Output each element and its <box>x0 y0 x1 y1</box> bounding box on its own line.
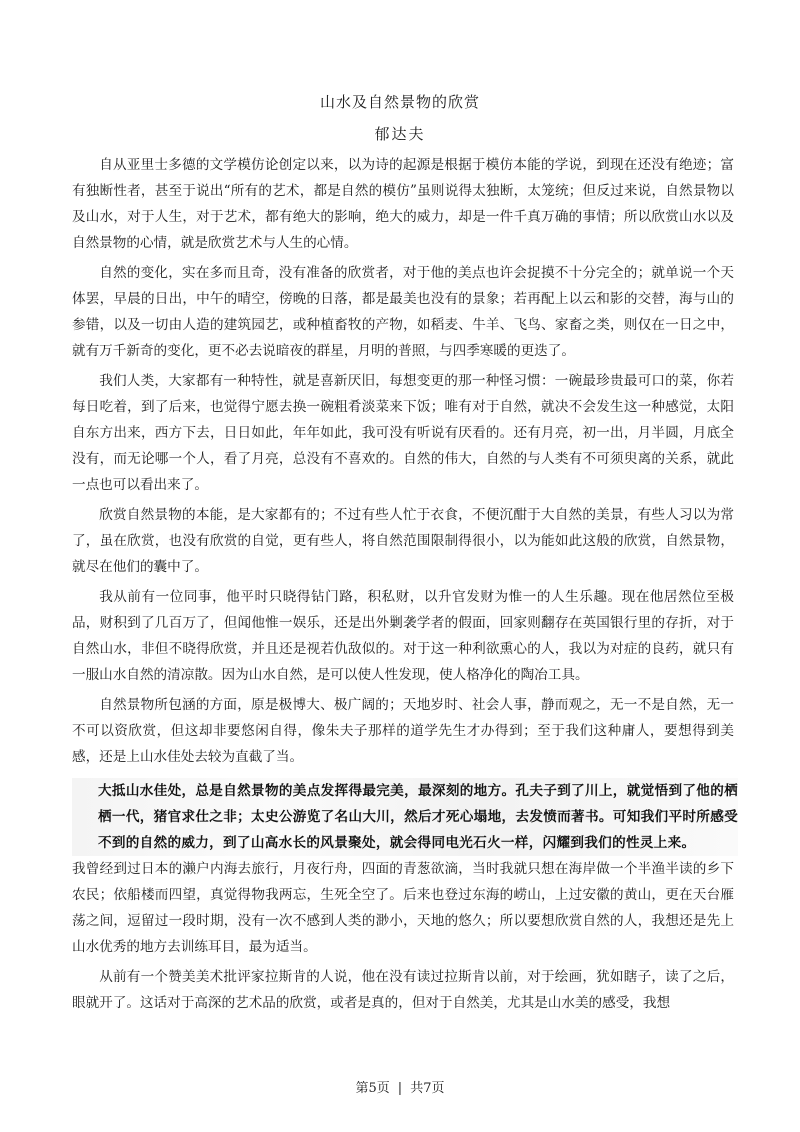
paragraph-5: 我从前有一位同事，他平时只晓得钻门路，积私财，以升官发财为惟一的人生乐趣。现在他居然位至极品，财积到了几百万了，但闻他惟一娱乐，还是出外剿袭学者的假面，回家则翻存在英国银行里的存折，对于自然山水，非但不晓得欣赏，并且还是视若仇敌似的。对于这一种利欲熏心的人，我以为对症的良药，就只有一服山水自然的清凉散。因为山水自然，是可以使人性发现，使人格净化的陶冶工具。 <box>72 589 734 683</box>
article-body <box>72 152 738 1020</box>
paragraph-7: 我曾经到过日本的濑户内海去旅行，月夜行舟，四面的青葱欲滴，当时我就只想在海岸做一个半渔半读的乡下农民；依船楼而四望，真觉得物我两忘，生死全空了。后来也登过东海的崂山，上过安徽的黄山，更在天台雁荡之间，逗留过一段时期，没有一次不感到人类的渺小，天地的悠久；所以要想欣赏自然的人，我想还是先上山水优秀的地方去训练耳目，最为适当。 <box>72 861 734 955</box>
page-total: 共7页 <box>410 1081 445 1096</box>
paragraph-3: 我们人类，大家都有一种特性，就是喜新厌旧，每想变更的那一种怪习惯：一碗最珍贵最可口的菜，你若每日吃着，到了后来，也觉得宁愿去换一碗粗肴淡菜来下饭；唯有对于自然，就决不会发生这一种感觉，太阳自东方出来，西方下去，日日如此，年年如此，我可没有听说有厌看的。还有月亮，初一出，月半圆，月底全没有，而无论哪一个人，看了月亮，总没有不喜欢的。自然的伟大，自然的与人类有不可须臾离的关系，就此一点也可以看出来了。 <box>72 373 734 493</box>
handwritten-paragraph: 大抵山水佳处，总是自然景物的美点发挥得最完美，最深刻的地方。孔夫子到了川上，就觉悟到了他的栖栖一代，猪官求仕之非；太史公游览了名山大川，然后才死心塌地，去发愤而著书。可知我们平时所感受不到的自然的威力，到了山高水长的风景聚处，就会得同电光石火一样，闪耀到我们的性灵上来。 <box>72 778 738 856</box>
paragraph-2: 自然的变化，实在多而且奇，没有准备的欣赏者，对于他的美点也许会捉摸不十分完全的；就单说一个天体罢，早晨的日出，中午的晴空，傍晚的日落，都是最美也没有的景象；若再配上以云和影的交替，海与山的参错，以及一切由人造的建筑园艺，或种植畜牧的产物，如稻麦、牛羊、飞鸟、家畜之类，则仅在一日之中，就有万千新奇的变化，更不必去说暗夜的群星，月明的普照，与四季寒暖的更迭了。 <box>72 265 734 359</box>
footer-separator: | <box>397 1081 403 1096</box>
page-footer <box>0 1080 800 1098</box>
paragraph-6: 自然景物所包涵的方面，原是极博大、极广阔的；天地岁时、社会人事，静而观之，无一不是自然，无一不可以资欣赏，但这却非要悠闲自得，像朱夫子那样的道学先生才办得到；至于我们这种庸人，要想得到美感，还是上山水佳处去较为直截了当。 <box>72 697 734 765</box>
paragraph-4: 欣赏自然景物的本能，是大家都有的；不过有些人忙于衣食，不便沉酣于大自然的美景，有些人习以为常了，虽在欣赏，也没有欣赏的自觉，更有些人，将自然范围限制得很小，以为能如此这般的欣赏，自然景物，就尽在他们的囊中了。 <box>72 507 734 575</box>
document-title: 山水及自然景物的欣赏 <box>319 93 480 111</box>
paragraph-1: 自从亚里士多德的文学模仿论创定以来，以为诗的起源是根据于模仿本能的学说，到现在还没有绝迹；富有独断性者，甚至于说出“所有的艺术，都是自然的模仿”虽则说得太独断，太笼统；但反过来说，自然景物以及山水，对于人生，对于艺术，都有绝大的影响，绝大的威力，却是一件千真万确的事情；所以欣赏山水以及自然景物的心情，就是欣赏艺术与人生的心情。 <box>72 157 734 251</box>
document-author: 郁达夫 <box>374 125 426 143</box>
paragraph-8: 从前有一个赞美美术批评家拉斯肯的人说，他在没有读过拉斯肯以前，对于绘画，犹如瞎子，读了之后，眼就开了。这话对于高深的艺术品的欣赏，或者是真的，但对于自然美，尤其是山水美的感受，我想 <box>72 969 734 1011</box>
page-number: 第5页 <box>355 1081 390 1096</box>
